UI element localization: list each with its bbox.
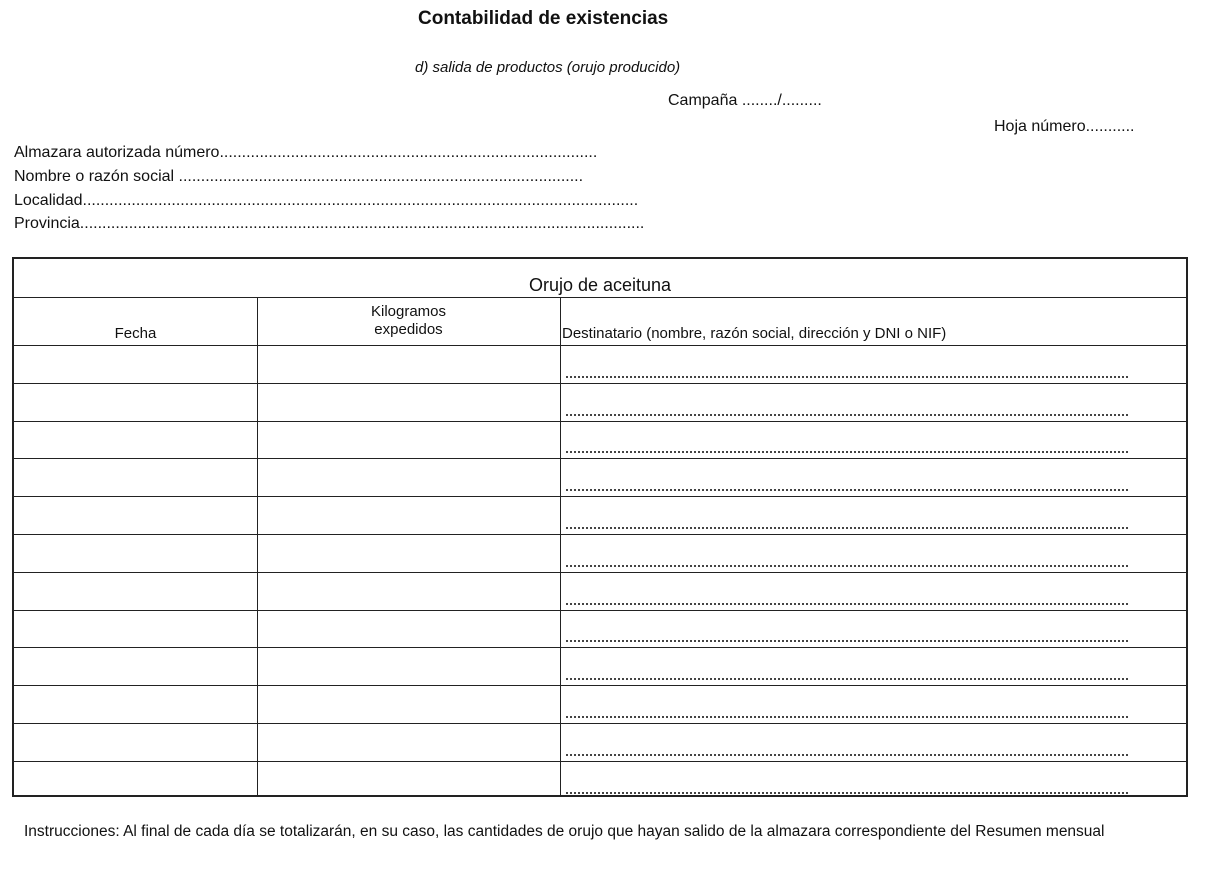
- table-row: [14, 383, 1186, 421]
- campaign-field: Campaña ......../.........: [668, 92, 822, 109]
- recipient-dotted-line: [566, 678, 1128, 680]
- column-header-date: Fecha: [114, 325, 157, 342]
- company-name-field: Nombre o razón social ...........................................................................................: [14, 168, 584, 185]
- table-row: [14, 610, 1186, 648]
- table-row: [14, 723, 1186, 761]
- table-row: [14, 534, 1186, 572]
- table-row: [14, 685, 1186, 723]
- kilograms-label-line1: Kilogramos: [370, 303, 447, 320]
- stock-table: [12, 257, 1188, 797]
- recipient-dotted-line: [566, 527, 1128, 529]
- instructions-text: Instrucciones: Al final de cada día se totalizarán, en su caso, las cantidades de orujo que hayan salido de la almazara correspondiente del Resumen mensual: [24, 823, 1105, 840]
- recipient-dotted-line: [566, 565, 1128, 567]
- table-row: [14, 647, 1186, 685]
- recipient-dotted-line: [566, 754, 1128, 756]
- table-body: [14, 345, 1186, 795]
- recipient-dotted-line: [566, 376, 1128, 378]
- recipient-dotted-line: [566, 716, 1128, 718]
- recipient-dotted-line: [566, 792, 1128, 794]
- recipient-dotted-line: [566, 414, 1128, 416]
- table-header: Orujo de aceituna: [14, 259, 1186, 298]
- locality-field: Localidad.............................................................................................................................: [14, 192, 639, 209]
- table-row: [14, 761, 1186, 799]
- table-row: [14, 345, 1186, 383]
- table-row: [14, 421, 1186, 459]
- table-row: [14, 458, 1186, 496]
- kilograms-label-line2: expedidos: [374, 321, 443, 338]
- table-row: [14, 572, 1186, 610]
- province-field: Provincia...............................................................................................................................: [14, 215, 645, 232]
- sheet-number-field: Hoja número...........: [994, 118, 1135, 135]
- recipient-dotted-line: [566, 640, 1128, 642]
- column-header-kilograms: [257, 297, 560, 345]
- recipient-dotted-line: [566, 489, 1128, 491]
- table-row: [14, 496, 1186, 534]
- recipient-dotted-line: [566, 451, 1128, 453]
- mill-number-field: Almazara autorizada número.....................................................................................: [14, 144, 598, 161]
- recipient-dotted-line: [566, 603, 1128, 605]
- column-header-recipient: Destinatario (nombre, razón social, dirección y DNI o NIF): [562, 325, 947, 342]
- document-subtitle: d) salida de productos (orujo producido): [415, 59, 681, 76]
- document-title: Contabilidad de existencias: [418, 8, 669, 29]
